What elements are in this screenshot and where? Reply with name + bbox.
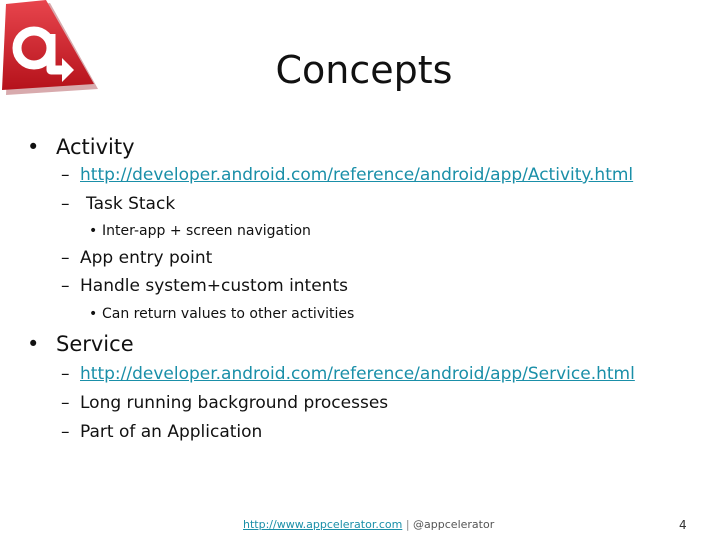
dash-marker: – — [61, 165, 70, 185]
task-stack-label: Task Stack — [86, 194, 176, 214]
bullet-marker: • — [89, 223, 98, 239]
dash-marker: – — [61, 393, 70, 413]
page-number: 4 — [679, 518, 687, 532]
bullet-service — [27, 330, 134, 358]
intents-label: Handle system+custom intents — [80, 276, 348, 296]
bullet-marker: • — [89, 306, 98, 322]
task-stack-sub-label: Inter-app + screen navigation — [102, 223, 311, 239]
dash-marker: – — [61, 422, 70, 442]
bullet-service-label: Service — [56, 332, 134, 356]
service-application-item — [61, 421, 262, 443]
bullet-activity-label: Activity — [56, 135, 135, 159]
dash-marker: – — [61, 364, 70, 384]
activity-entry-point-item — [61, 247, 212, 269]
bullet-marker: • — [27, 332, 40, 356]
activity-task-stack-item — [61, 193, 175, 215]
service-background-item — [61, 392, 388, 414]
slide-title: Concepts — [275, 48, 453, 92]
intents-sub-label: Can return values to other activities — [102, 306, 355, 322]
footer — [243, 518, 494, 532]
dash-marker: – — [61, 276, 70, 296]
service-doc-link[interactable]: http://developer.android.com/reference/android/app/Service.html — [80, 364, 635, 384]
dash-marker: – — [61, 248, 70, 268]
activity-doc-item — [61, 164, 690, 186]
service-doc-item — [61, 363, 690, 385]
dash-marker: – — [61, 194, 70, 214]
application-label: Part of an Application — [80, 422, 263, 442]
activity-intents-item — [61, 275, 348, 297]
bullet-activity — [27, 133, 135, 161]
footer-handle: @appcelerator — [413, 518, 495, 531]
bullet-marker: • — [27, 135, 40, 159]
footer-url-link[interactable]: http://www.appcelerator.com — [243, 518, 403, 531]
activity-doc-link[interactable]: http://developer.android.com/reference/android/app/Activity.html — [80, 165, 634, 185]
intents-subitem — [89, 305, 354, 323]
background-label: Long running background processes — [80, 393, 389, 413]
entry-point-label: App entry point — [80, 248, 213, 268]
footer-separator: | — [405, 518, 410, 531]
task-stack-subitem — [89, 222, 311, 240]
